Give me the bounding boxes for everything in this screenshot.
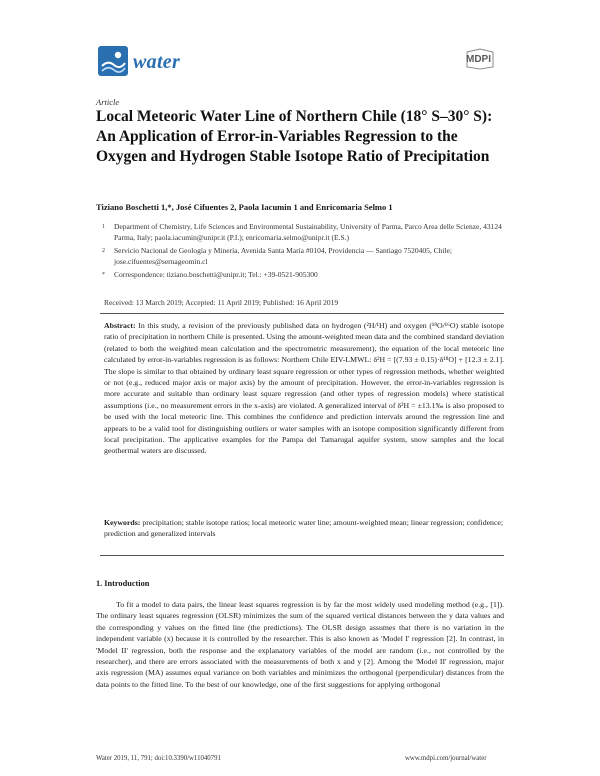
affiliation-item bbox=[104, 222, 514, 243]
journal-name[interactable]: water bbox=[133, 51, 181, 73]
abstract bbox=[104, 320, 504, 457]
affiliation-number: 2 bbox=[102, 248, 105, 254]
footer-journal-url[interactable]: www.mdpi.com/journal/water bbox=[405, 755, 487, 762]
affiliation-text: Department of Chemistry, Life Sciences and Environmental Sustainability, University of Parma, Parco Area delle Scienze, 43124 Parma, Italy; paola.iacumin@unipr.it (P.I.); enricomaria.selmo@unipr.it (E.S.) bbox=[114, 222, 502, 242]
affiliation-item bbox=[104, 246, 514, 267]
author-list: Tiziano Boschetti 1,*, José Cifuentes 2, Paola Iacumin 1 and Enricomaria Selmo 1 bbox=[96, 202, 393, 212]
affiliation-number: 1 bbox=[102, 224, 105, 230]
correspondence-marker: * bbox=[102, 272, 105, 278]
abstract-text: In this study, a revision of the previously published data on hydrogen (²H/¹H) and oxygen (¹⁸O/¹⁶O) stable isotope ratio of precipitation in northern Chile is presented. Using the amount-weighted mean data and the combined standard deviation (related to both the weighted mean calculation and the spectrometric measurement), the equation of the local meteoric line calculated by error-in-variables regression is as follows: Northern Chile EIV-LMWL: δ²H = [(7.93 ± 0.15)·δ¹⁸O] + [12.3 ± 2.1]. The slope is similar to that obtained by ordinary least square regression or other types of regression methods, whether weighted or not (e.g., reduced major axis or major axis) by the amount of precipitation. However, the error-in-variables regression is more accurate and suitable than ordinary least square regression (and other types of regression models) where statistical assumptions (i.e., no measurement errors in the x-axis) are violated. A generalized interval of δ²H = ±13.1‰ is also proposed to be used with the local meteoric line. This combines the confidence and prediction intervals around the regression line and appears to be a valid tool for distinguishing outliers or water samples with an isotope composition significantly different from local precipitation. The applicative examples for the Pampa del Tamarugal aquifer system, snow samples and the local geothermal waters are discussed. bbox=[104, 321, 505, 456]
divider bbox=[100, 555, 504, 556]
article-type: Article bbox=[96, 97, 120, 107]
divider bbox=[100, 313, 504, 314]
water-droplet-logo-icon bbox=[98, 46, 128, 76]
article-title: Local Meteoric Water Line of Northern Chile (18° S–30° S): An Application of Error-in-Variables Regression to the Oxygen and Hydrogen Stable Isotope Ratio of Precipitation bbox=[96, 108, 493, 165]
affiliation-text: Servicio Nacional de Geología y Minería, Avenida Santa María #0104, Providencia — Santiago 7520405, Chile; jose.cifuentes@sernageomin.cl bbox=[114, 246, 452, 266]
affiliations bbox=[104, 222, 514, 284]
keywords bbox=[104, 517, 504, 540]
publisher-logo-text: MDPI bbox=[466, 54, 491, 65]
publication-dates: Received: 13 March 2019; Accepted: 11 April 2019; Published: 16 April 2019 bbox=[104, 298, 339, 307]
keywords-text: precipitation; stable isotope ratios; local meteoric water line; amount-weighted mean; linear regression; confidence; prediction and generalized intervals bbox=[104, 518, 504, 539]
abstract-label: Abstract: bbox=[104, 321, 136, 330]
keywords-label: Keywords: bbox=[104, 518, 141, 527]
section-body: To fit a model to data pairs, the linear least squares regression is by far the most widely used modeling method (e.g., [1]). The ordinary least squares regression (OLSR) minimizes the sum of the squared vertical distances between the y data values and the corresponding y values on the fitted line (the predictions). The OLSR design assumes that there is no variation in the independent variable (x) because it is controlled by the researcher. This is also known as 'Model I' regression [2]. In contrast, in 'Model II' regression, both the response and the explanatory variables of the model are random (i.e., not controlled by the researcher), and there are errors associated with the measurements of both x and y [2]. Among the 'Model II' regression, major axis regression (MA) assumes equal variance on both variables and minimizes the orthogonal (perpendicular) distances from the data points to the fitted line. To the best of our knowledge, one of the first suggestions for applying orthogonal bbox=[96, 600, 504, 689]
section-heading: 1. Introduction bbox=[96, 579, 150, 588]
footer-citation: Water 2019, 11, 791; doi:10.3390/w11040791 bbox=[96, 755, 221, 762]
correspondence-text: Correspondence: tiziano.boschetti@unipr.it; Tel.: +39-0521-905300 bbox=[114, 270, 318, 279]
correspondence-item bbox=[104, 270, 514, 281]
